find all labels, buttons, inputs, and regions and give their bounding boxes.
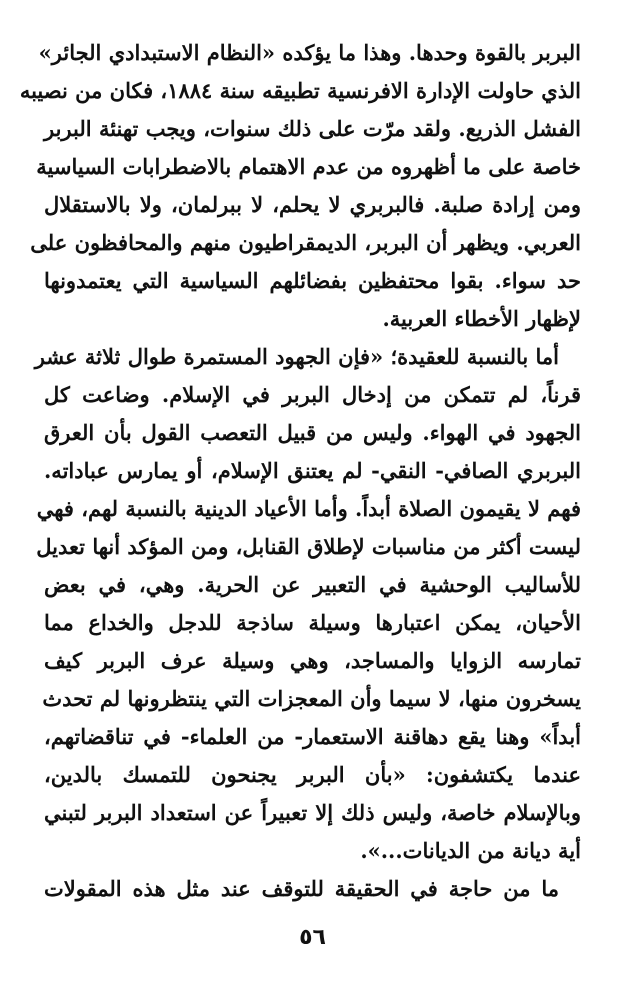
text-line: تمارسه الزوايا والمساجد، وهي وسيلة عرف البربر كيف — [44, 648, 581, 673]
text-line: فهم لا يقيمون الصلاة أبداً. وأما الأعياد الدينية بالنسبة لهم، فهي — [36, 496, 581, 521]
paragraph — [44, 870, 581, 908]
text-line: ليست أكثر من مناسبات لإطلاق القنابل، ومن المؤكد أنها تعديل — [36, 534, 581, 559]
paragraph — [19, 34, 581, 338]
text-line: الذي حاولت الإدارة الافرنسية تطبيقه سنة ١٨٨٤، فكان من نصيبه — [19, 78, 581, 103]
text-line: ومن إرادة صلبة. فالبربري لا يحلم، لا ببرلمان، ولا بالاستقلال — [44, 192, 581, 217]
text-line: البربر بالقوة وحدها. وهذا ما يؤكده «النظام الاستبدادي الجائر» — [38, 40, 581, 65]
page-number: ٥٦ — [299, 925, 326, 950]
text-line: أما بالنسبة للعقيدة؛ «فإن الجهود المستمرة طوال ثلاثة عشر — [34, 344, 559, 369]
paragraph — [34, 338, 581, 870]
text-line: الأحيان، يمكن اعتبارها وسيلة ساذجة للدجل والخداع مما — [44, 610, 581, 635]
text-line: عندما يكتشفون: «بأن البربر يجنحون للتمسك بالدين، — [44, 762, 581, 787]
text-line: لإظهار الأخطاء العربية. — [382, 306, 581, 331]
text-line: وبالإسلام خاصة، وليس ذلك إلا تعبيراً عن استعداد البربر لتبني — [44, 800, 581, 825]
text-line: ما من حاجة في الحقيقة للتوقف عند مثل هذه المقولات — [44, 876, 559, 901]
body-text — [19, 34, 581, 908]
text-line: أبداً» وهنا يقع دهاقنة الاستعمار- من العلماء- في تناقضاتهم، — [44, 724, 581, 749]
text-line: البربري الصافي- النقي- لم يعتنق الإسلام، أو يمارس عباداته. — [44, 458, 581, 483]
text-line: للأساليب الوحشية في التعبير عن الحرية. وهي، في بعض — [44, 572, 581, 597]
text-line: الجهود في الهواء. وليس من قبيل التعصب القول بأن العرق — [44, 420, 581, 445]
text-line: أية ديانة من الديانات...». — [360, 838, 581, 863]
text-line: قرناً، لم تتمكن من إدخال البربر في الإسلام. وضاعت كل — [44, 382, 581, 407]
text-line: حد سواء. بقوا محتفظين بفضائلهم السياسية التي يعتمدونها — [44, 268, 581, 293]
text-line: الفشل الذريع. ولقد مرّت على ذلك سنوات، ويجب تهنئة البربر — [44, 116, 581, 141]
text-line: خاصة على ما أظهروه من عدم الاهتمام بالاضطرابات السياسية — [36, 154, 581, 179]
text-line: العربي. ويظهر أن البربر، الديمقراطيون منهم والمحافظون على — [30, 230, 581, 255]
text-line: يسخرون منها، لا سيما وأن المعجزات التي ينتظرونها لم تحدث — [42, 686, 581, 711]
